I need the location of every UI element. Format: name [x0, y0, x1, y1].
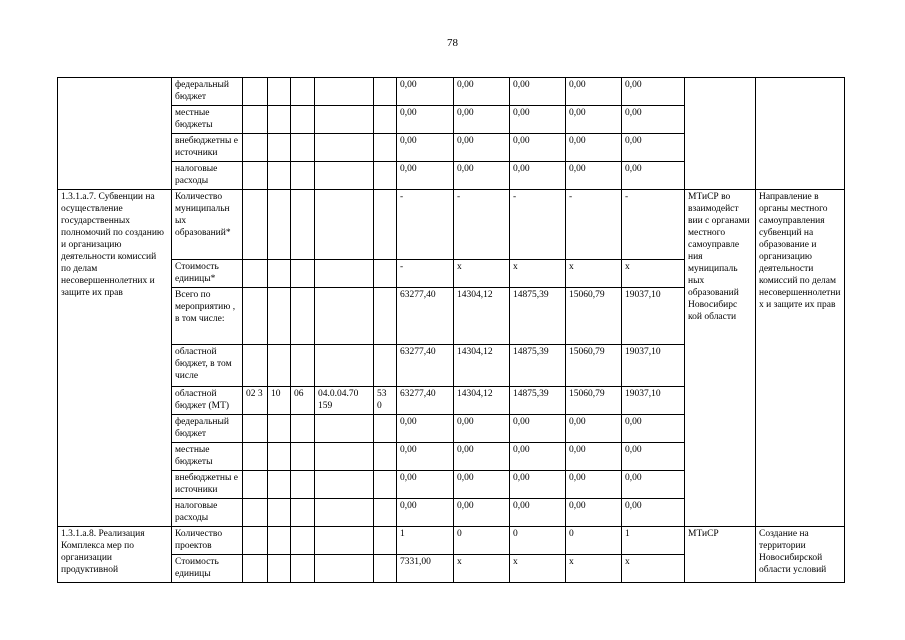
value-cell: 63277,40: [397, 387, 454, 415]
value-cell: -: [622, 190, 685, 260]
indicator-cell: Количество проектов: [172, 527, 243, 555]
budget-code-cell: [374, 415, 397, 443]
budget-code-cell: [243, 527, 268, 555]
value-cell: х: [566, 555, 622, 583]
value-cell: 0,00: [566, 134, 622, 162]
value-cell: 0,00: [622, 471, 685, 499]
value-cell: 0: [454, 527, 510, 555]
value-cell: 19037,10: [622, 345, 685, 387]
budget-code-cell: [268, 260, 291, 288]
budget-code-cell: [291, 134, 315, 162]
budget-code-cell: [268, 162, 291, 190]
executor-cell: [685, 78, 756, 190]
value-cell: 0,00: [566, 106, 622, 134]
value-cell: х: [454, 555, 510, 583]
value-cell: 0,00: [397, 78, 454, 106]
budget-code-cell: [315, 106, 374, 134]
budget-code-cell: [291, 78, 315, 106]
budget-code-cell: [243, 106, 268, 134]
value-cell: 0,00: [622, 499, 685, 527]
value-cell: 0,00: [510, 162, 566, 190]
indicator-cell: внебюджетны е источники: [172, 134, 243, 162]
budget-code-cell: [374, 471, 397, 499]
budget-code-cell: [243, 260, 268, 288]
value-cell: 0,00: [622, 443, 685, 471]
value-cell: 0,00: [397, 106, 454, 134]
value-cell: 0,00: [454, 471, 510, 499]
value-cell: -: [510, 190, 566, 260]
budget-code-cell: [243, 162, 268, 190]
budget-code-cell: [374, 443, 397, 471]
value-cell: х: [566, 260, 622, 288]
value-cell: 14304,12: [454, 387, 510, 415]
budget-code-cell: [315, 527, 374, 555]
budget-code-cell: [291, 162, 315, 190]
indicator-cell: налоговые расходы: [172, 499, 243, 527]
budget-table-body: [58, 78, 845, 583]
event-name-cell: 1.3.1.a.8. Реализация Комплекса мер по организации продуктивной: [58, 527, 172, 583]
value-cell: х: [510, 260, 566, 288]
indicator-cell: Стоимость единицы*: [172, 260, 243, 288]
value-cell: 14875,39: [510, 288, 566, 345]
value-cell: -: [397, 190, 454, 260]
value-cell: 0,00: [566, 471, 622, 499]
budget-code-cell: [374, 499, 397, 527]
value-cell: 19037,10: [622, 387, 685, 415]
indicator-cell: местные бюджеты: [172, 106, 243, 134]
result-cell: Направление в органы местного самоуправления субвенций на образование и организацию деятельности комиссий по делам несовершеннолетни х и защите их прав: [756, 190, 845, 527]
budget-code-cell: [291, 288, 315, 345]
budget-code-cell: [291, 443, 315, 471]
value-cell: 0,00: [397, 499, 454, 527]
budget-code-cell: [291, 527, 315, 555]
value-cell: -: [566, 190, 622, 260]
value-cell: 0,00: [454, 162, 510, 190]
budget-code-cell: [268, 288, 291, 345]
budget-code-cell: [291, 106, 315, 134]
budget-code-cell: [374, 106, 397, 134]
value-cell: 0,00: [510, 415, 566, 443]
budget-code-cell: [268, 78, 291, 106]
budget-table: [57, 77, 845, 583]
budget-code-cell: [268, 345, 291, 387]
budget-code-cell: [243, 345, 268, 387]
budget-code-cell: [374, 190, 397, 260]
value-cell: 0,00: [397, 443, 454, 471]
budget-code-cell: [243, 134, 268, 162]
value-cell: х: [510, 555, 566, 583]
budget-code-cell: [268, 555, 291, 583]
budget-code-cell: [315, 288, 374, 345]
value-cell: 0,00: [566, 443, 622, 471]
value-cell: -: [397, 260, 454, 288]
value-cell: 1: [622, 527, 685, 555]
indicator-cell: Стоимость единицы: [172, 555, 243, 583]
value-cell: х: [454, 260, 510, 288]
value-cell: 0,00: [454, 443, 510, 471]
indicator-cell: Всего по мероприятию , в том числе:: [172, 288, 243, 345]
value-cell: 63277,40: [397, 288, 454, 345]
budget-code-cell: 53 0: [374, 387, 397, 415]
value-cell: 14304,12: [454, 288, 510, 345]
budget-code-cell: [315, 499, 374, 527]
budget-code-cell: [315, 162, 374, 190]
budget-code-cell: [268, 471, 291, 499]
value-cell: 0,00: [622, 78, 685, 106]
value-cell: х: [622, 555, 685, 583]
executor-cell: МТиСР во взаимодейст вии с органами местного самоуправле ния муниципаль ных образований Новосибирс кой области: [685, 190, 756, 527]
budget-code-cell: [374, 134, 397, 162]
value-cell: 15060,79: [566, 288, 622, 345]
budget-code-cell: [374, 527, 397, 555]
budget-code-cell: [243, 471, 268, 499]
budget-code-cell: [243, 499, 268, 527]
value-cell: 0,00: [454, 78, 510, 106]
budget-code-cell: [315, 471, 374, 499]
budget-code-cell: [315, 190, 374, 260]
indicator-cell: местные бюджеты: [172, 443, 243, 471]
value-cell: 0: [510, 527, 566, 555]
value-cell: 0,00: [622, 106, 685, 134]
value-cell: 0,00: [397, 415, 454, 443]
budget-code-cell: [315, 443, 374, 471]
table-row: [58, 527, 845, 555]
value-cell: х: [622, 260, 685, 288]
table-row: [58, 78, 845, 106]
executor-cell: МТиСР: [685, 527, 756, 583]
indicator-cell: Количество муниципальн ых образований*: [172, 190, 243, 260]
budget-code-cell: 04.0.04.70 159: [315, 387, 374, 415]
value-cell: 63277,40: [397, 345, 454, 387]
value-cell: 0,00: [510, 106, 566, 134]
budget-code-cell: [315, 415, 374, 443]
budget-code-cell: [291, 345, 315, 387]
value-cell: 15060,79: [566, 345, 622, 387]
value-cell: 19037,10: [622, 288, 685, 345]
page-number: 78: [447, 37, 458, 49]
budget-code-cell: [374, 345, 397, 387]
value-cell: 0,00: [622, 415, 685, 443]
indicator-cell: налоговые расходы: [172, 162, 243, 190]
budget-code-cell: [268, 106, 291, 134]
budget-code-cell: [243, 555, 268, 583]
result-cell: Создание на территории Новосибирской области условий: [756, 527, 845, 583]
table-row: [58, 190, 845, 260]
value-cell: 15060,79: [566, 387, 622, 415]
value-cell: 0,00: [454, 134, 510, 162]
budget-code-cell: [374, 162, 397, 190]
budget-code-cell: [243, 415, 268, 443]
value-cell: 0,00: [510, 443, 566, 471]
budget-code-cell: [315, 345, 374, 387]
indicator-cell: внебюджетны е источники: [172, 471, 243, 499]
value-cell: 14304,12: [454, 345, 510, 387]
budget-code-cell: [243, 288, 268, 345]
event-name-cell: 1.3.1.a.7. Субвенции на осуществление государственных полномочий по созданию и организацию деятельности комиссий по делам несовершеннолетних и защите их прав: [58, 190, 172, 527]
budget-code-cell: [291, 415, 315, 443]
event-name-cell: [58, 78, 172, 190]
budget-code-cell: [374, 288, 397, 345]
budget-code-cell: [243, 443, 268, 471]
budget-code-cell: [268, 190, 291, 260]
value-cell: 0,00: [566, 78, 622, 106]
budget-code-cell: [315, 260, 374, 288]
budget-code-cell: [374, 260, 397, 288]
value-cell: 0,00: [510, 471, 566, 499]
value-cell: 0,00: [454, 499, 510, 527]
budget-code-cell: [315, 555, 374, 583]
indicator-cell: федеральный бюджет: [172, 415, 243, 443]
budget-code-cell: [374, 78, 397, 106]
budget-code-cell: [268, 443, 291, 471]
value-cell: 1: [397, 527, 454, 555]
budget-code-cell: [291, 471, 315, 499]
value-cell: 0,00: [622, 134, 685, 162]
indicator-cell: федеральный бюджет: [172, 78, 243, 106]
value-cell: 0,00: [566, 162, 622, 190]
budget-code-cell: [243, 78, 268, 106]
budget-code-cell: [315, 78, 374, 106]
budget-code-cell: [268, 527, 291, 555]
result-cell: [756, 78, 845, 190]
value-cell: 0,00: [397, 471, 454, 499]
budget-code-cell: [268, 415, 291, 443]
budget-code-cell: [374, 555, 397, 583]
value-cell: 14875,39: [510, 387, 566, 415]
value-cell: 0: [566, 527, 622, 555]
budget-code-cell: [291, 499, 315, 527]
budget-code-cell: [291, 190, 315, 260]
value-cell: 0,00: [566, 415, 622, 443]
value-cell: 0,00: [397, 162, 454, 190]
budget-code-cell: [291, 260, 315, 288]
budget-code-cell: [243, 190, 268, 260]
value-cell: -: [454, 190, 510, 260]
budget-code-cell: 02 3: [243, 387, 268, 415]
value-cell: 0,00: [454, 415, 510, 443]
value-cell: 0,00: [454, 106, 510, 134]
budget-code-cell: [315, 134, 374, 162]
budget-code-cell: 10: [268, 387, 291, 415]
budget-code-cell: [268, 134, 291, 162]
value-cell: 7331,00: [397, 555, 454, 583]
value-cell: 0,00: [510, 78, 566, 106]
budget-code-cell: 06: [291, 387, 315, 415]
budget-code-cell: [291, 555, 315, 583]
value-cell: 0,00: [397, 134, 454, 162]
value-cell: 0,00: [510, 134, 566, 162]
indicator-cell: областной бюджет (МТ): [172, 387, 243, 415]
indicator-cell: областной бюджет, в том числе: [172, 345, 243, 387]
budget-code-cell: [268, 499, 291, 527]
value-cell: 14875,39: [510, 345, 566, 387]
value-cell: 0,00: [622, 162, 685, 190]
value-cell: 0,00: [566, 499, 622, 527]
value-cell: 0,00: [510, 499, 566, 527]
